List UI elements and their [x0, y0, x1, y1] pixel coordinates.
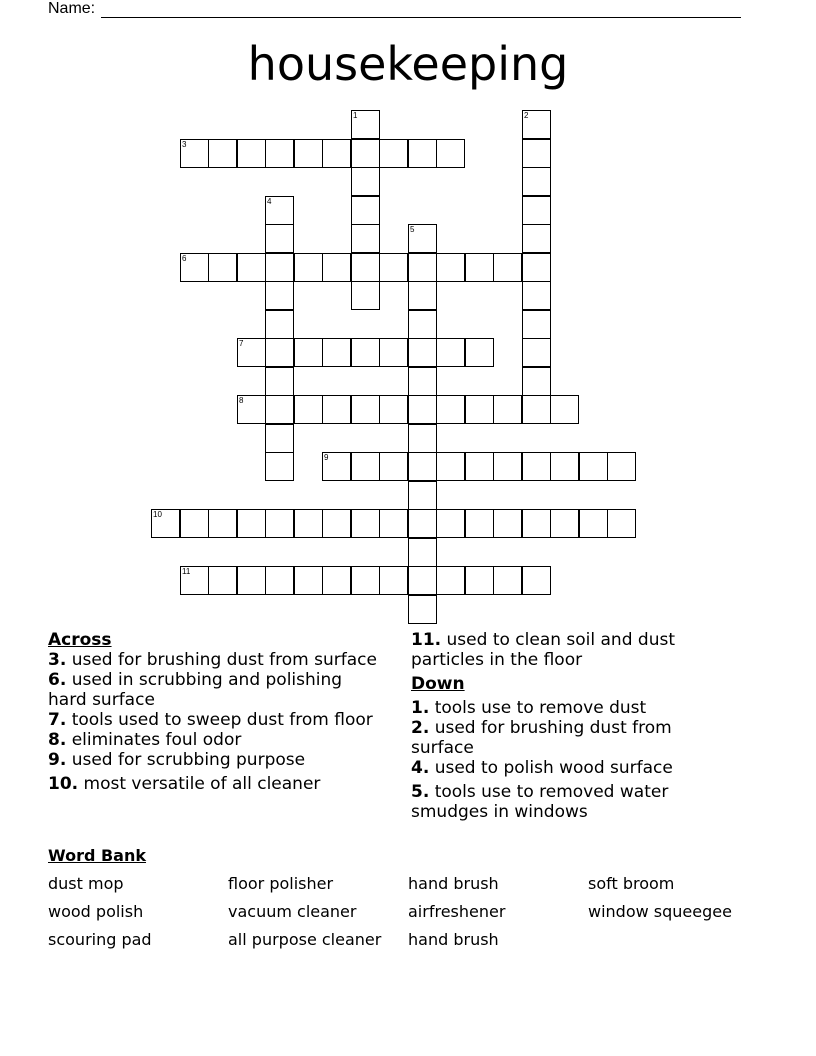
grid-cell[interactable] — [408, 253, 437, 282]
word-bank-item: vacuum cleaner — [228, 902, 357, 921]
clue-number: 7 — [239, 339, 244, 348]
grid-cell[interactable] — [522, 509, 551, 538]
grid-cell[interactable] — [522, 395, 551, 424]
word-bank-item: airfreshener — [408, 902, 506, 921]
grid-cell[interactable] — [408, 481, 437, 510]
grid-cell[interactable] — [522, 367, 551, 396]
grid-cell[interactable] — [408, 566, 437, 595]
grid-cell[interactable] — [351, 395, 380, 424]
clue-number: 2 — [524, 111, 529, 120]
grid-cell[interactable] — [522, 281, 551, 310]
grid-cell[interactable] — [208, 509, 237, 538]
grid-cell[interactable] — [322, 139, 351, 168]
grid-cell[interactable] — [408, 538, 437, 567]
grid-cell[interactable] — [351, 224, 380, 253]
grid-cell[interactable] — [265, 566, 294, 595]
grid-cell[interactable] — [265, 395, 294, 424]
word-bank-item: hand brush — [408, 874, 499, 893]
down-clue-4: 4. used to polish wood surface — [411, 758, 673, 778]
grid-cell[interactable] — [294, 338, 323, 367]
grid-cell[interactable] — [465, 452, 494, 481]
grid-cell[interactable] — [208, 139, 237, 168]
down-clue-2: 2. used for brushing dust from surface — [411, 718, 672, 758]
grid-cell[interactable] — [465, 509, 494, 538]
clue-number: 3 — [182, 140, 187, 149]
down-clues — [411, 630, 711, 822]
grid-cell[interactable] — [237, 395, 266, 424]
grid-cell[interactable] — [522, 452, 551, 481]
grid-cell[interactable] — [436, 452, 465, 481]
word-bank-item: dust mop — [48, 874, 124, 893]
grid-cell[interactable] — [522, 139, 551, 168]
across-clue-10: 10. most versatile of all cleaner — [48, 774, 321, 794]
clue-number: 6 — [182, 254, 187, 263]
grid-cell[interactable] — [436, 253, 465, 282]
grid-cell[interactable] — [408, 509, 437, 538]
grid-cell[interactable] — [408, 139, 437, 168]
grid-cell[interactable] — [351, 509, 380, 538]
grid-cell[interactable] — [351, 566, 380, 595]
clue-number: 10 — [153, 510, 162, 519]
grid-cell[interactable] — [408, 595, 437, 624]
grid-cell[interactable] — [550, 395, 579, 424]
grid-cell[interactable] — [265, 452, 294, 481]
grid-cell[interactable] — [408, 367, 437, 396]
grid-cell[interactable] — [436, 395, 465, 424]
name-label: Name: — [48, 0, 96, 17]
word-bank-heading: Word Bank — [48, 846, 147, 865]
grid-cell[interactable] — [351, 139, 380, 168]
grid-cell[interactable] — [579, 452, 608, 481]
grid-cell[interactable] — [465, 338, 494, 367]
clue-number: 5 — [410, 225, 415, 234]
grid-cell[interactable] — [607, 452, 636, 481]
down-heading: Down — [411, 674, 465, 694]
grid-cell[interactable] — [493, 395, 522, 424]
word-bank-item: wood polish — [48, 902, 144, 921]
grid-cell[interactable] — [294, 395, 323, 424]
grid-cell[interactable] — [322, 452, 351, 481]
grid-cell[interactable] — [379, 452, 408, 481]
across-clue-11: 11. used to clean soil and dust particles in the floor — [411, 630, 675, 670]
grid-cell[interactable] — [180, 509, 209, 538]
grid-cell[interactable] — [379, 253, 408, 282]
grid-cell[interactable] — [522, 566, 551, 595]
grid-cell[interactable] — [607, 509, 636, 538]
grid-cell[interactable] — [294, 253, 323, 282]
grid-cell[interactable] — [322, 338, 351, 367]
grid-cell[interactable] — [522, 167, 551, 196]
grid-cell[interactable] — [294, 566, 323, 595]
across-clue-9: 9. used for scrubbing purpose — [48, 750, 306, 770]
grid-cell[interactable] — [351, 253, 380, 282]
grid-cell[interactable] — [522, 253, 551, 282]
down-clue-5: 5. tools use to removed water smudges in windows — [411, 782, 669, 822]
grid-cell[interactable] — [493, 509, 522, 538]
grid-cell[interactable] — [180, 566, 209, 595]
grid-cell[interactable] — [265, 139, 294, 168]
grid-cell[interactable] — [522, 338, 551, 367]
grid-cell[interactable] — [351, 167, 380, 196]
word-bank-item: all purpose cleaner — [228, 930, 382, 949]
grid-cell[interactable] — [265, 253, 294, 282]
grid-cell[interactable] — [522, 310, 551, 339]
word-bank-item: scouring pad — [48, 930, 152, 949]
grid-cell[interactable] — [237, 509, 266, 538]
grid-cell[interactable] — [265, 367, 294, 396]
grid-cell[interactable] — [408, 224, 437, 253]
grid-cell[interactable] — [379, 338, 408, 367]
clue-number: 11 — [182, 567, 191, 576]
grid-cell[interactable] — [436, 338, 465, 367]
grid-cell[interactable] — [265, 196, 294, 225]
grid-cell[interactable] — [322, 253, 351, 282]
word-bank-item: hand brush — [408, 930, 499, 949]
grid-cell[interactable] — [408, 338, 437, 367]
grid-cell[interactable] — [436, 566, 465, 595]
grid-cell[interactable] — [265, 224, 294, 253]
grid-cell[interactable] — [465, 253, 494, 282]
grid-cell[interactable] — [493, 253, 522, 282]
grid-cell[interactable] — [294, 509, 323, 538]
grid-cell[interactable] — [522, 110, 551, 139]
clue-number: 8 — [239, 396, 244, 405]
grid-cell[interactable] — [522, 196, 551, 225]
across-clue-7: 7. tools used to sweep dust from floor — [48, 710, 373, 730]
grid-cell[interactable] — [180, 253, 209, 282]
page-title: housekeeping — [247, 37, 569, 91]
grid-cell[interactable] — [322, 395, 351, 424]
grid-cell[interactable] — [493, 452, 522, 481]
grid-cell[interactable] — [237, 566, 266, 595]
across-clue-8: 8. eliminates foul odor — [48, 730, 242, 750]
grid-cell[interactable] — [294, 139, 323, 168]
grid-cell[interactable] — [379, 395, 408, 424]
grid-cell[interactable] — [265, 509, 294, 538]
grid-cell[interactable] — [465, 566, 494, 595]
clue-number: 1 — [353, 111, 358, 120]
grid-cell[interactable] — [408, 424, 437, 453]
word-bank-item: floor polisher — [228, 874, 334, 893]
grid-cell[interactable] — [408, 452, 437, 481]
grid-cell[interactable] — [151, 509, 180, 538]
grid-cell[interactable] — [379, 509, 408, 538]
grid-cell[interactable] — [351, 452, 380, 481]
grid-cell[interactable] — [436, 139, 465, 168]
grid-cell[interactable] — [351, 196, 380, 225]
grid-cell[interactable] — [265, 338, 294, 367]
grid-cell[interactable] — [408, 281, 437, 310]
grid-cell[interactable] — [180, 139, 209, 168]
across-clue-6: 6. used in scrubbing and polishing hard surface — [48, 670, 343, 710]
grid-cell[interactable] — [465, 395, 494, 424]
grid-cell[interactable] — [265, 281, 294, 310]
clue-number: 4 — [267, 197, 272, 206]
grid-cell[interactable] — [522, 224, 551, 253]
grid-cell[interactable] — [237, 338, 266, 367]
grid-cell[interactable] — [265, 424, 294, 453]
grid-cell[interactable] — [208, 566, 237, 595]
grid-cell[interactable] — [237, 253, 266, 282]
grid-cell[interactable] — [237, 139, 266, 168]
grid-cell[interactable] — [408, 395, 437, 424]
grid-cell[interactable] — [351, 338, 380, 367]
grid-cell[interactable] — [436, 509, 465, 538]
grid-cell[interactable] — [493, 566, 522, 595]
grid-cell[interactable] — [351, 110, 380, 139]
clue-number: 9 — [324, 453, 329, 462]
grid-cell[interactable] — [379, 566, 408, 595]
across-heading: Across — [48, 630, 112, 650]
grid-cell[interactable] — [579, 509, 608, 538]
word-bank-item: soft broom — [588, 874, 675, 893]
grid-cell[interactable] — [322, 509, 351, 538]
grid-cell[interactable] — [208, 253, 237, 282]
grid-cell[interactable] — [550, 509, 579, 538]
grid-cell[interactable] — [265, 310, 294, 339]
grid-cell[interactable] — [408, 310, 437, 339]
grid-cell[interactable] — [550, 452, 579, 481]
across-clues — [48, 630, 378, 794]
grid-cell[interactable] — [379, 139, 408, 168]
across-clue-3: 3. used for brushing dust from surface — [48, 650, 377, 670]
grid-cell[interactable] — [322, 566, 351, 595]
word-bank-item: window squeegee — [588, 902, 732, 921]
down-clue-1: 1. tools use to remove dust — [411, 698, 647, 718]
grid-cell[interactable] — [351, 281, 380, 310]
